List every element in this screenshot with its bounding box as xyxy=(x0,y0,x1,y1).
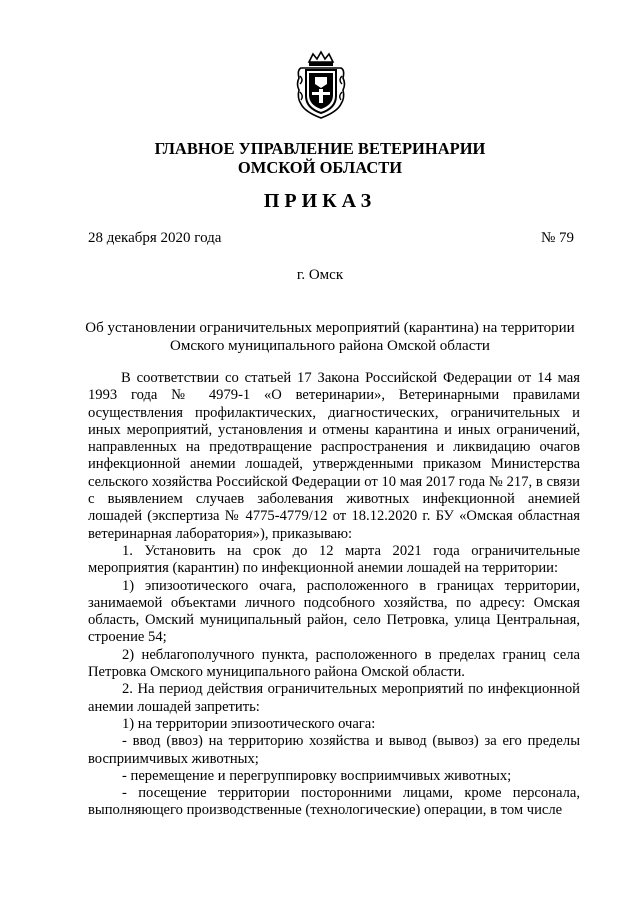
document-number: № 79 xyxy=(540,230,574,246)
document-city: г. Омск xyxy=(296,267,344,283)
organization-name-line1: ГЛАВНОЕ УПРАВЛЕНИЕ ВЕТЕРИНАРИИ xyxy=(154,139,486,158)
document-type-title: ПРИКАЗ xyxy=(263,190,377,212)
paragraph-ban-visits: - посещение территории посторонними лицами, кроме персонала, выполняющего производственные (технологические) операции, в том числе xyxy=(88,785,580,819)
paragraph-item-1-1: 1) эпизоотического очага, расположенного в границах территории, занимаемой объектами личного подсобного хозяйства, по адресу: Омская область, Омский муниципальный район, село Петровка, улица Центральная, строение 54; xyxy=(88,577,580,646)
paragraph-item-2: 2. На период действия ограничительных мероприятий по инфекционной анемии лошадей запретить: xyxy=(88,681,580,715)
coat-of-arms-icon xyxy=(295,50,347,120)
document-date: 28 декабря 2020 года xyxy=(88,230,222,246)
subject-line2: Омского муниципального района Омской области xyxy=(170,338,490,354)
paragraph-item-1-2: 2) неблагополучного пункта, расположенного в пределах границ села Петровка Омского муниципального района Омской области. xyxy=(88,646,580,681)
paragraph-ban-movement: - перемещение и перегруппировку восприимчивых животных; xyxy=(122,767,512,784)
document-body xyxy=(88,370,580,820)
paragraph-item-2-1: 1) на территории эпизоотического очага: xyxy=(122,715,376,732)
subject-line1: Об установлении ограничительных мероприятий (карантина) на территории xyxy=(85,320,575,336)
paragraph-ban-entry: - ввод (ввоз) на территорию хозяйства и вывод (вывоз) за его пределы восприимчивых животных; xyxy=(88,733,580,767)
organization-name-line2: ОМСКОЙ ОБЛАСТИ xyxy=(237,158,403,177)
paragraph-preamble: В соответствии со статьей 17 Закона Российской Федерации от 14 мая 1993 года № 4979-1 «О ветеринарии», Ветеринарными правилами осуществления профилактических, диагностических, ограничительных и иных мероприятий, установления и отмены карантина и иных ограничений, направленных на предотвращение распространения и ликвидацию очагов инфекционной анемии лошадей, утвержденными приказом Министерства сельского хозяйства Российской Федерации от 10 мая 2017 года № 217, в связи с выявлением случаев заболевания животных инфекционной анемией лошадей (экспертиза № 4775-4779/12 от 18.12.2020 г. БУ «Омская областная ветеринарная лаборатория»), приказываю: xyxy=(88,370,580,542)
paragraph-item-1: 1. Установить на срок до 12 марта 2021 года ограничительные мероприятия (карантин) по инфекционной анемии лошадей на территории: xyxy=(88,542,580,577)
